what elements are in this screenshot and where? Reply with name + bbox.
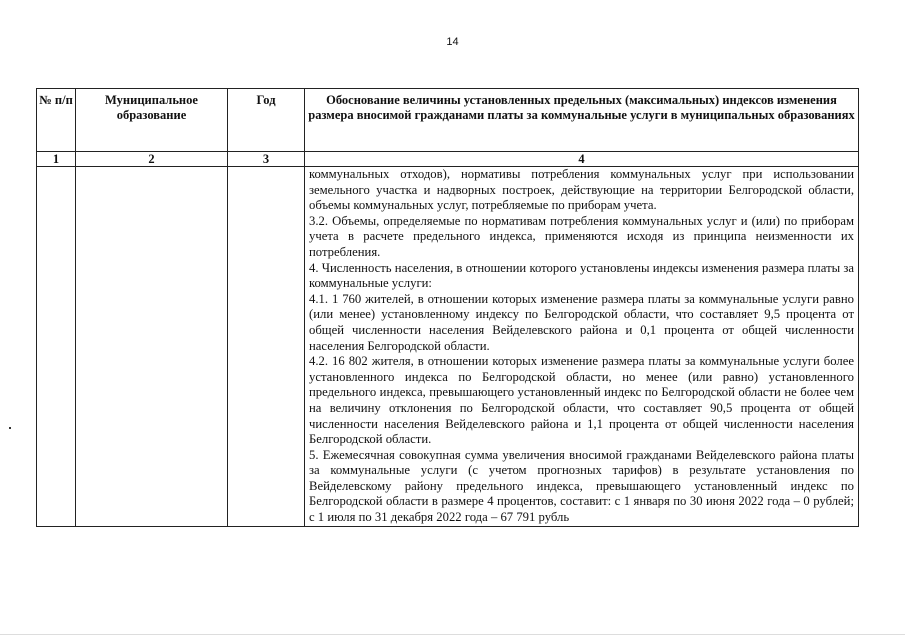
column-number-3: 3: [228, 152, 305, 167]
paragraph-4-2: 4.2. 16 802 жителя, в отношении которых изменение размера платы за коммунальные услуги более установленного индекса по Белгородской области, но менее (или равно) установленного предельного индекса, превышающего установленный индекс по Белгородской области не более чем на величину отклонения по Белгородской области, что составляет 90,5 процента от общей численности населения Вейделевского района и 1,1 процента от общей численности населения Белгородской области.: [309, 354, 854, 447]
justification-table: [36, 88, 859, 527]
paragraph-5: 5. Ежемесячная совокупная сумма увеличения вносимой гражданами Вейделевского района платы за коммунальные услуги (с учетом прогнозных тарифов) в результате установления по Вейделевскому району предельного индекса, превышающего установленный индекс по Белгородской области в размере 4 процентов, составит: с 1 января по 30 июня 2022 года – 0 рублей; с 1 июля по 31 декабря 2022 года – 67 791 рубль: [309, 447, 854, 525]
table-row: [37, 167, 859, 527]
scan-edge: [0, 634, 905, 635]
paragraph-3-1-continuation: коммунальных отходов), нормативы потребления коммунальных услуг при использовании земельного участка и надворных построек, действующие на территории Белгородской области, объемы коммунальных услуг, потребляемые по приборам учета.: [309, 167, 854, 213]
paragraph-3-2: 3.2. Объемы, определяемые по нормативам потребления коммунальных услуг и (или) по приборам учета в расчете предельного индекса, применяются исходя из принципа неизменности их потребления.: [309, 213, 854, 259]
cell-justification: [305, 167, 859, 527]
cell-year: [228, 167, 305, 527]
column-number-2: 2: [76, 152, 228, 167]
cell-number: [37, 167, 76, 527]
cell-municipality: [76, 167, 228, 527]
header-justification: Обоснование величины установленных предельных (максимальных) индексов изменения размера вносимой гражданами платы за коммунальные услуги в муниципальных образованиях: [305, 89, 859, 152]
paragraph-4-1: 4.1. 1 760 жителей, в отношении которых изменение размера платы за коммунальные услуги равно (или менее) установленному индексу по Белгородской области, что составляет 9,5 процента от общей численности населения Вейделевского района и 0,1 процента от общей численности населения Белгородской области.: [309, 291, 854, 353]
column-number-row: [37, 152, 859, 167]
header-year: Год: [228, 89, 305, 152]
header-municipality: Муниципальное образование: [76, 89, 228, 152]
header-number: № п/п: [37, 89, 76, 152]
table-header-row: [37, 89, 859, 152]
column-number-1: 1: [37, 152, 76, 167]
column-number-4: 4: [305, 152, 859, 167]
page-number: 14: [446, 36, 459, 48]
scan-mark: [9, 427, 11, 429]
paragraph-4: 4. Численность населения, в отношении которого установлены индексы изменения размера платы за коммунальные услуги:: [309, 260, 854, 291]
